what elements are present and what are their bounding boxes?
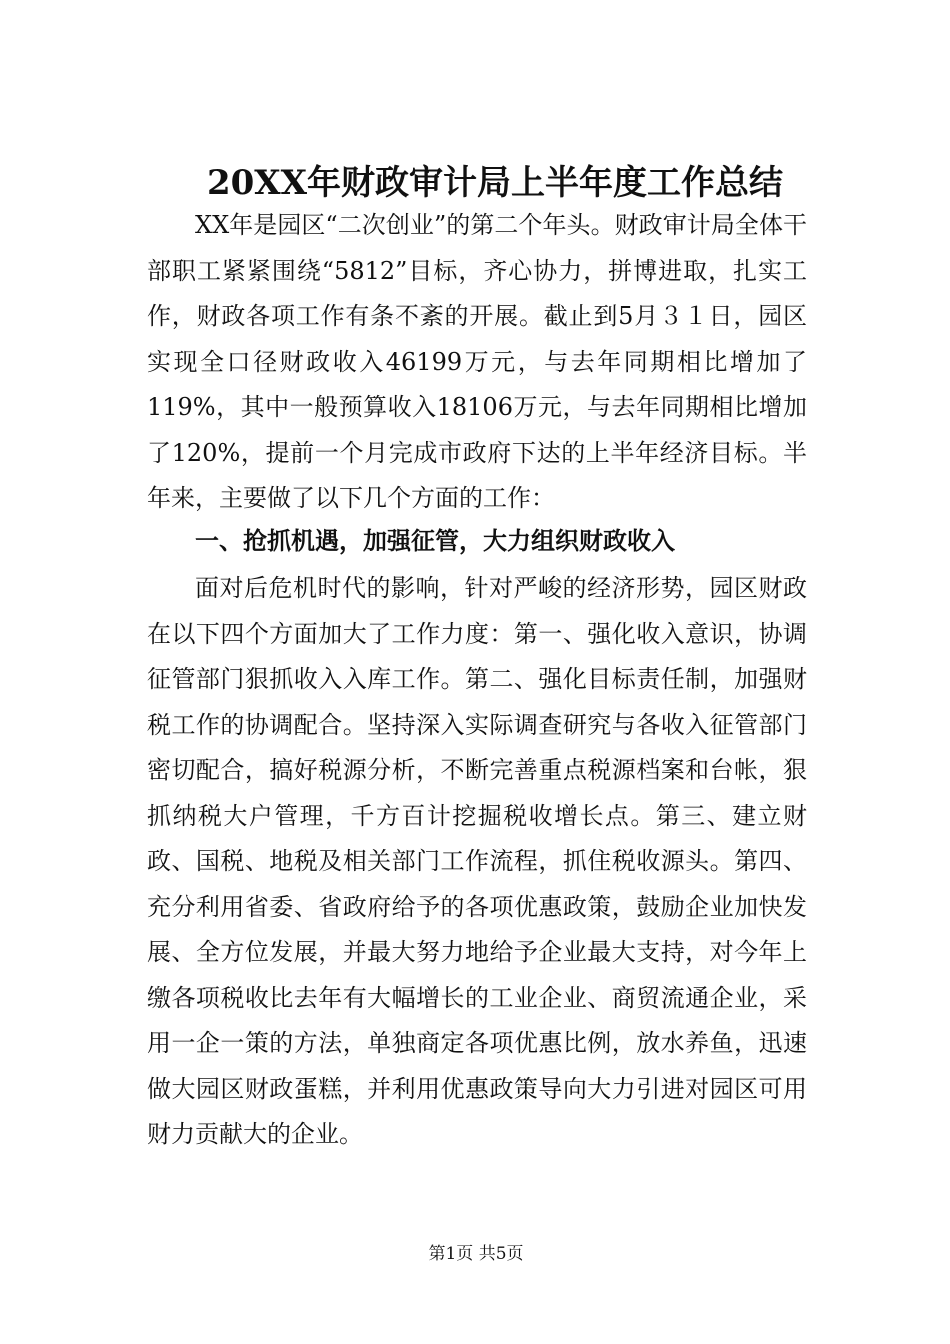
- document-title: 20XX年财政审计局上半年度工作总结: [206, 162, 784, 203]
- section-paragraph: 面对后危机时代的影响，针对严峻的经济形势，园区财政在以下四个方面加大了工作力度：第一、强化收入意识，协调征管部门狠抓收入入库工作。第二、强化目标责任制，加强财税工作的协调配合。坚持深入实际调查研究与各收入征管部门密切配合，搞好税源分析，不断完善重点税源档案和台帐，狠抓纳税大户管理，千方百计挖掘税收增长点。第三、建立财政、国税、地税及相关部门工作流程，抓住税收源头。第四、充分利用省委、省政府给予的各项优惠政策，鼓励企业加快发展、全方位发展，并最大努力地给予企业最大支持，对今年上缴各项税收比去年有大幅增长的工业企业、商贸流通企业，采用一企一策的方法，单独商定各项优惠比例，放水养鱼，迅速做大园区财政蛋糕，并利用优惠政策导向大力引进对园区可用财力贡献大的企业。: [147, 574, 807, 1148]
- section-heading: 一、抢抓机遇，加强征管，大力组织财政收入: [195, 527, 675, 555]
- intro-paragraph: XX年是园区“二次创业”的第二个年头。财政审计局全体干部职工紧紧围绕“5812”目标，齐心协力，拼博进取，扎实工作，财政各项工作有条不紊的开展。截止到5月３１日，园区实现全口径财政收入46199万元，与去年同期相比增加了119%，其中一般预算收入18106万元，与去年同期相比增加了120%，提前一个月完成市政府下达的上半年经济目标。半年来，主要做了以下几个方面的工作：: [147, 211, 807, 512]
- page-footer: 第1页 共5页: [428, 1244, 524, 1264]
